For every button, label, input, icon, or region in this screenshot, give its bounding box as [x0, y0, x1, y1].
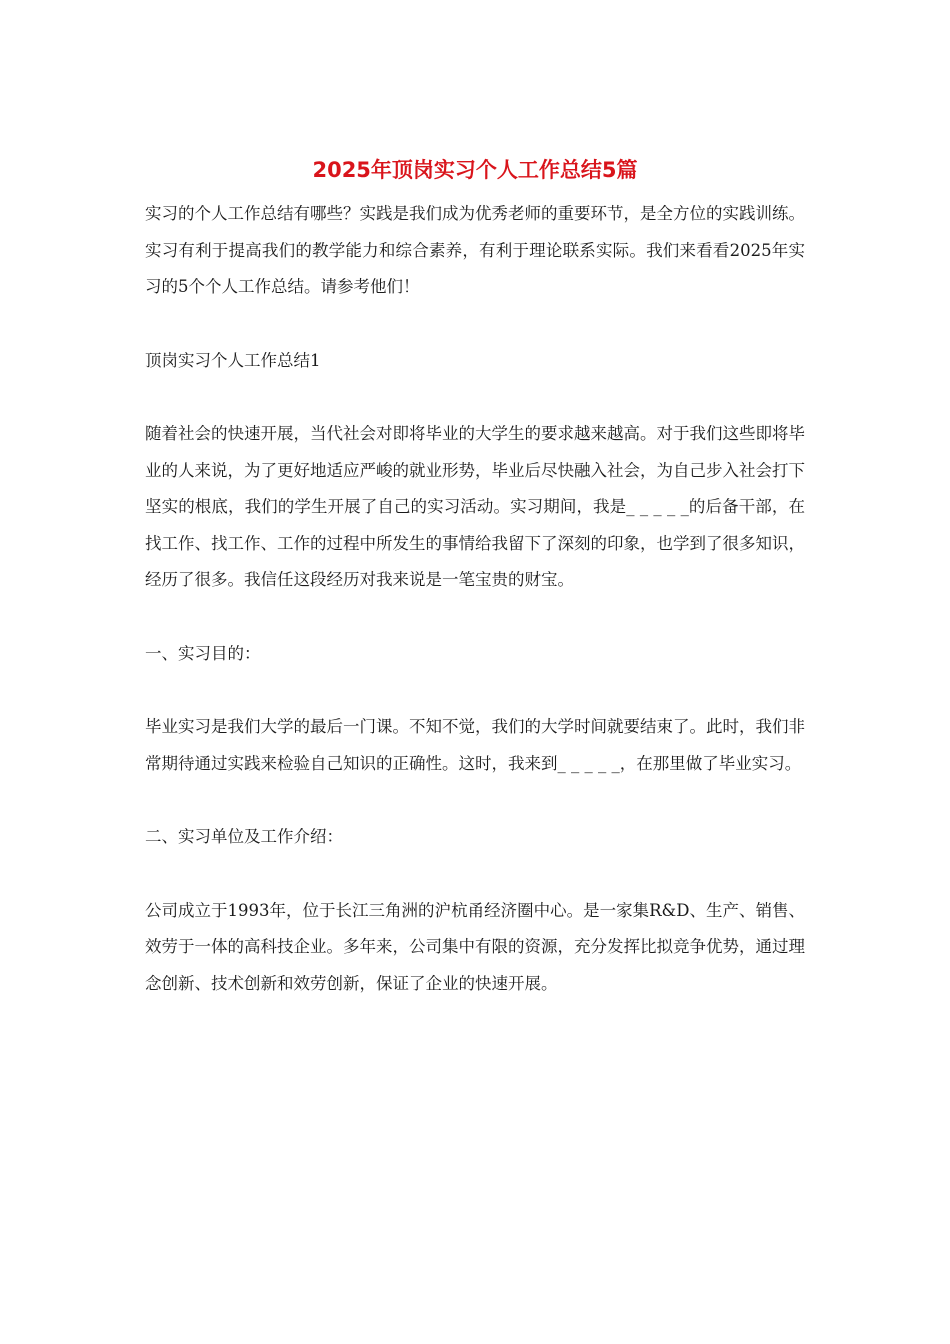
document-body: [145, 196, 805, 1002]
section-paragraph: 随着社会的快速开展，当代社会对即将毕业的大学生的要求越来越高。对于我们这些即将毕业的人来说，为了更好地适应严峻的就业形势，毕业后尽快融入社会，为自己步入社会打下坚实的根底，我们的学生开展了自己的实习活动。实习期间，我是_ _ _ _ _的后备干部，在找工作、找工作、工作的过程中所发生的事情给我留下了深刻的印象，也学到了很多知识，经历了很多。我信任这段经历对我来说是一笔宝贵的财宝。: [145, 424, 805, 589]
document-title: 2025年顶岗实习个人工作总结5篇: [312, 158, 638, 182]
paragraph-spacer: [145, 599, 805, 636]
unit-heading: 二、实习单位及工作介绍：: [145, 827, 343, 846]
unit-paragraph: 公司成立于1993年，位于长江三角洲的沪杭甬经济圈中心。是一家集R&D、生产、销售、效劳于一体的高科技企业。多年来，公司集中有限的资源，充分发挥比拟竞争优势，通过理念创新、技术创新和效劳创新，保证了企业的快速开展。: [145, 900, 805, 993]
purpose-heading: 一、实习目的：: [145, 643, 261, 663]
intro-paragraph: 实习的个人工作总结有哪些？实践是我们成为优秀老师的重要环节，是全方位的实践训练。实习有利于提高我们的教学能力和综合素养，有利于理论联系实际。我们来看看2025年实习的5个个人工作总结。请参考他们！: [145, 204, 805, 296]
paragraph-spacer: [145, 782, 805, 819]
paragraph-spacer: [145, 379, 805, 416]
paragraph-spacer: [145, 306, 805, 343]
paragraph-spacer: [145, 672, 805, 709]
section-heading: 顶岗实习个人工作总结1: [145, 350, 321, 370]
purpose-paragraph: 毕业实习是我们大学的最后一门课。不知不觉，我们的大学时间就要结束了。此时，我们非常期待通过实践来检验自己知识的正确性。这时，我来到_ _ _ _ _，在那里做了毕业实习。: [145, 717, 805, 773]
paragraph-spacer: [145, 856, 805, 893]
